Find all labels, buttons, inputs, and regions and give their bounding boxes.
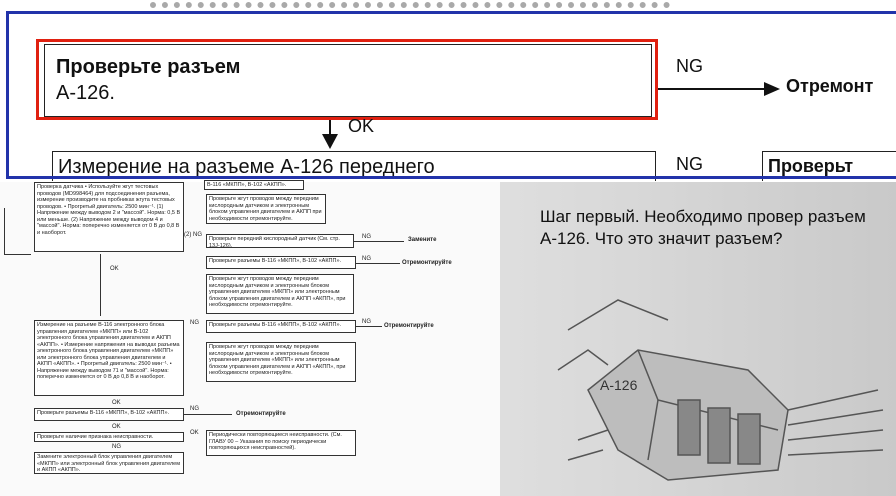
check-fault-box: Проверьте наличие признака неисправности. [34,432,184,442]
ng-label: NG [676,56,703,76]
replace-ecu-box: Замените электронный блок управления двигателем «МКПП» или электронный блок управления двигателем и АКПП «АКПП». [34,452,184,474]
repair-label-2: Отремонтируйте [384,323,434,329]
arrow-line-4 [184,414,232,415]
ok-label-4: OK [190,430,199,436]
repair-text: Отремонт [786,76,874,96]
enlarged-flowchart [0,0,896,182]
step-caption: Шаг первый. Необходимо провер разъем А-126. Что это значит разъем? [540,207,866,248]
ok-label: OK [348,116,375,136]
check-text: Проверьт [768,156,854,176]
ng-label-2: NG [362,256,371,262]
sensor-check-box: Проверка датчика • Используйте жгут тестовых проводов (MD998464) для подсоединения разъема, измерение производите на пробниках жгута тестовых проводов. • Прогретый двигатель: 2500 мин⁻¹. (1) Напряжение между выводом 2 и "массой". Норма: 0,5 В или меньше. (2) Напряжение между выводом 4 и "массой". Норма: поперечно изменяется от 0 В до 0,8 В и наоборот. [34,182,184,252]
two-ng-label: (2) NG [184,232,202,238]
flow-line-down [100,254,101,316]
check-connectors-box: Проверьте разъемы В-116 «МКПП», В-102 «АКПП». [206,256,356,269]
check-wires-box-3: Проверьте жгут проводов между передним кислородным датчиком и электронным блоком управления двигателем «МКПП» или электронным блоком управления двигателем и АКПП «АКПП», при необходимости отремонтируйте. [206,342,356,382]
check-connectors-box-2: Проверьте разъемы В-116 «МКПП», В-102 «АКПП». [206,320,356,333]
ng-label-5: NG [190,406,199,412]
measure-b116-box: Измерение на разъеме В-116 электронного блока управления двигателем «МКПП» или В-102 электронного блока управления двигателем и АКПП «АКПП». • Измерение напряжения на выводах разъема электронного блока управления двигателем «МКПП» или электронного блока управления двигателем и АКПП «АКПП». • Прогретый двигатель: 2500 мин⁻¹. • Напряжение между выводом 71 и "массой". Норма: поперечно изменяется от 0 В до 0,8 В и наоборот. [34,320,184,396]
check-connector-title: Проверьте разъем [56,56,241,78]
check-connector-subtitle: А-126. [56,82,115,104]
replace-label: Замените [408,237,437,243]
connector-box-top: В-116 «МКПП», В-102 «АКПП». [204,180,304,190]
intermittent-box: Периодически повторяющиеся неисправности. (См. ГЛАВУ 00 – Указания по поиску периодически повторяющихся неисправностей). [206,430,356,456]
ng-label-1: NG [362,234,371,240]
ng-label-4: NG [362,319,371,325]
check-wires-box-2: Проверьте жгут проводов между передним кислородным датчиком и электронным блоком управления двигателем «МКПП» или электронным блоком управления двигателем и АКПП «АКПП», при необходимости отремонтируйте. [206,274,354,314]
cropped-top-text [150,0,670,8]
ng-label-6: NG [112,444,121,450]
check-sensor-box: Проверьте передний кислородный датчик (См. стр. 13J-126). [206,234,354,248]
arrow-line-2 [356,263,400,264]
measure-text: Измерение на разъеме А-126 переднего [58,156,435,178]
scanned-flowchart [0,182,500,496]
ng-label-lower: NG [676,154,703,174]
ok-label-2: OK [112,400,121,406]
connector-illustration [548,290,896,486]
ng-label-3: NG [190,320,199,326]
ok-label-3: OK [112,424,121,430]
ok-label-1: OK [110,266,119,272]
check-wires-box: Проверьте жгут проводов между передним кислородным датчиком и электронным блоком управления двигателем и АКПП при необходимости отремонтируйте. [206,194,326,224]
arrow-line-1 [354,241,404,242]
check-connectors-box-3: Проверьте разъемы В-116 «МКПП», В-102 «АКПП». [34,408,184,421]
repair-label-1: Отремонтируйте [402,260,452,266]
slide-frame [6,11,896,179]
left-flow-line [4,208,31,255]
repair-label-3: Отремонтируйте [236,411,286,417]
svg-text:A-126: A-126 [600,377,638,393]
arrow-line-3 [356,326,382,327]
